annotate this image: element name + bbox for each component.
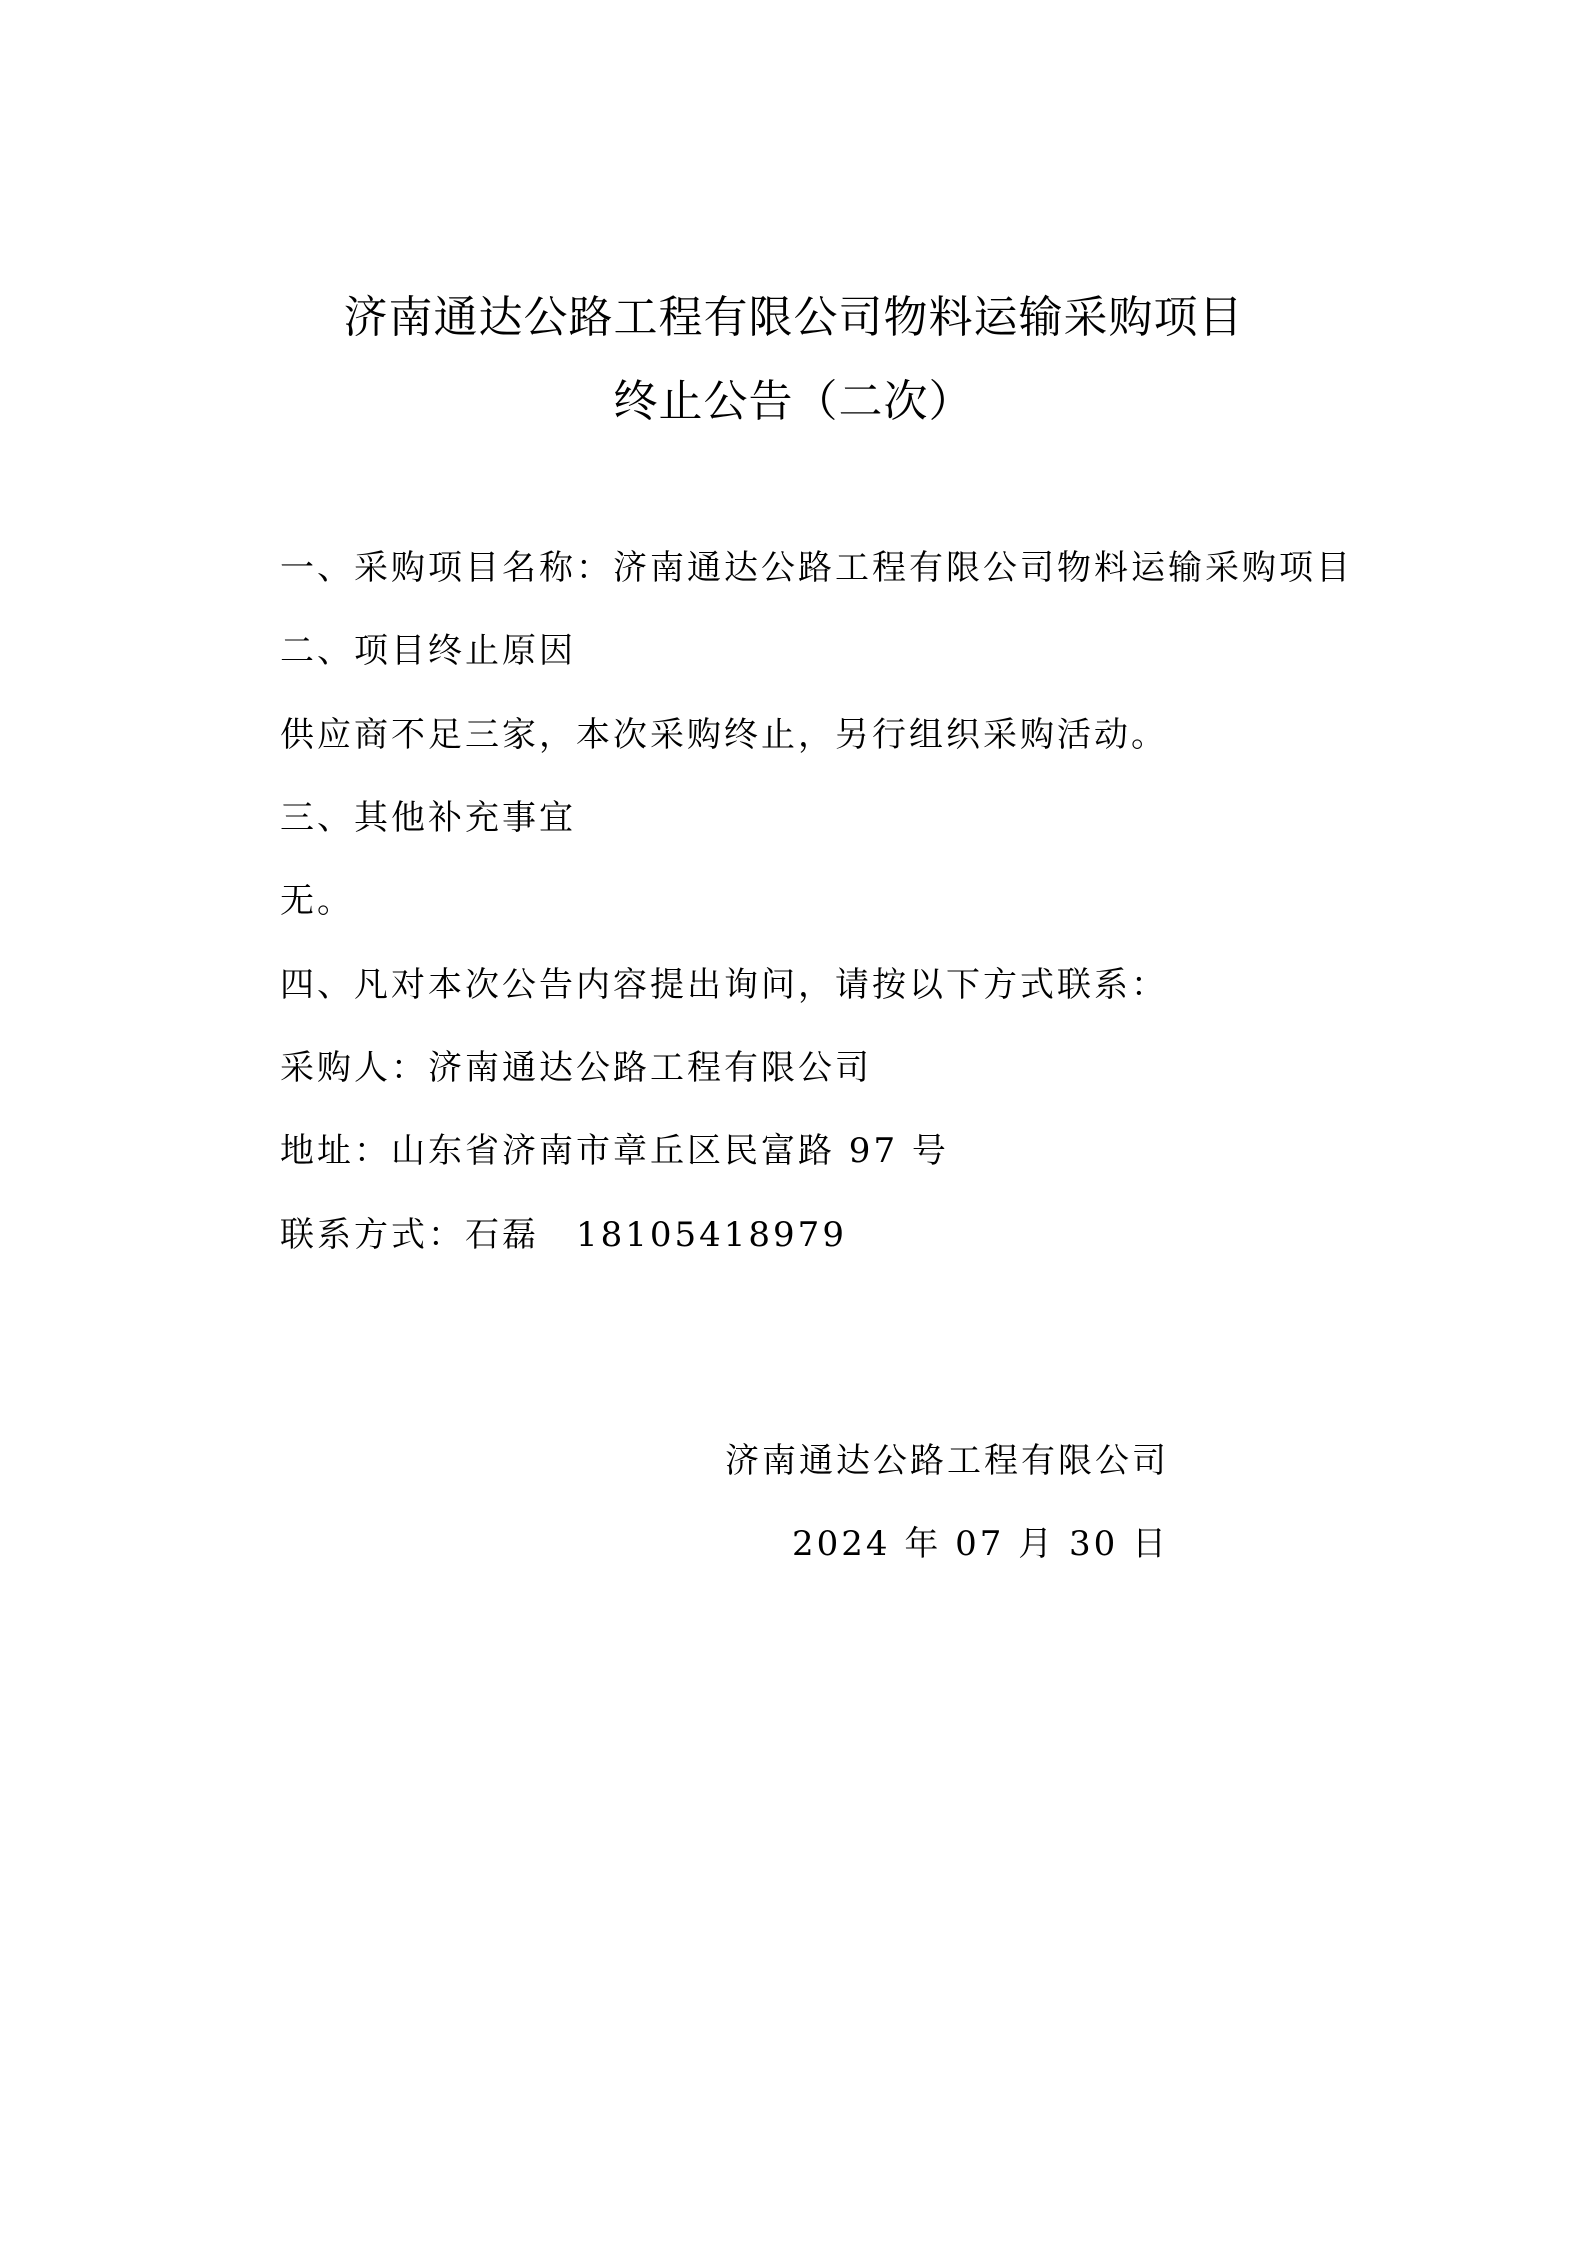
document-title-line2: 终止公告（二次）	[613, 376, 974, 427]
signature-company: 济南通达公路工程有限公司	[725, 1441, 1169, 1481]
other-matters-text: 无。	[280, 881, 354, 921]
termination-reason-text: 供应商不足三家，本次采购终止，另行组织采购活动。	[280, 715, 1168, 755]
section-other-matters-heading: 三、其他补充事宜	[280, 798, 576, 838]
contact-purchaser: 采购人：济南通达公路工程有限公司	[280, 1048, 872, 1088]
section-termination-reason-heading: 二、项目终止原因	[280, 631, 576, 671]
document-title-line1: 济南通达公路工程有限公司物料运输采购项目	[343, 292, 1244, 343]
section-project-name: 一、采购项目名称：济南通达公路工程有限公司物料运输采购项目	[280, 548, 1353, 588]
contact-address: 地址：山东省济南市章丘区民富路 97 号	[280, 1131, 949, 1171]
section-contact-heading: 四、凡对本次公告内容提出询问，请按以下方式联系：	[280, 965, 1168, 1005]
contact-phone: 联系方式：石磊 18105418979	[280, 1215, 847, 1255]
signature-date: 2024 年 07 月 30 日	[792, 1524, 1170, 1564]
